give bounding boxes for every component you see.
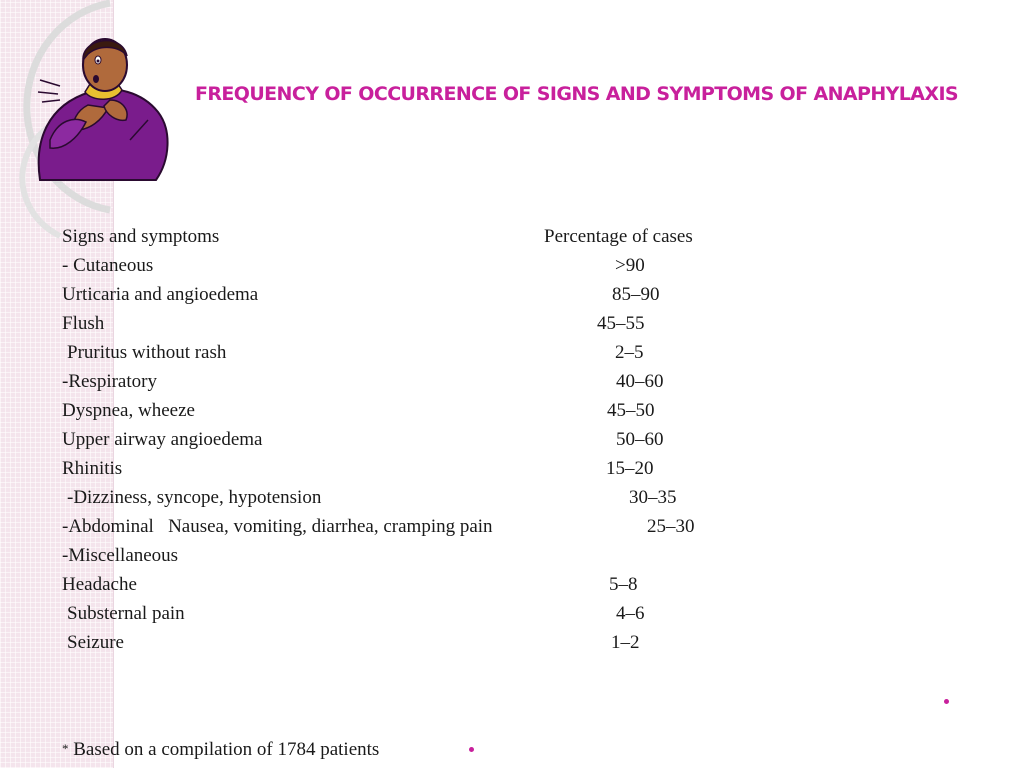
table-header [62,222,762,251]
row-label: Urticaria and angioedema [62,284,259,305]
row-value: 45–55 [597,313,645,334]
row-value: 85–90 [612,284,660,305]
row-label: Pruritus without rash [67,342,227,363]
row-value: 5–8 [609,574,638,595]
header-value: Percentage of cases [544,226,693,247]
row-value: 4–6 [616,603,645,624]
row-label: -Respiratory [62,371,157,392]
table-row [62,309,762,338]
row-label: Dyspnea, wheeze [62,400,195,421]
table-row [62,425,762,454]
row-label-detail: Nausea, vomiting, diarrhea, cramping pain [168,516,493,537]
row-value: 30–35 [629,487,677,508]
row-value: 50–60 [616,429,664,450]
row-label: -Miscellaneous [62,545,179,566]
footnote-text: Based on a compilation of 1784 patients [68,739,380,760]
row-label: Flush [62,313,105,334]
table-row [62,251,762,280]
footnote-asterisk: * [62,741,69,756]
row-label: Substernal pain [67,603,185,624]
table-row [62,280,762,309]
row-label: - Cutaneous [62,255,154,276]
row-value: 25–30 [647,516,695,537]
row-value: >90 [615,255,645,276]
row-value: 15–20 [606,458,654,479]
bullet-dot [469,747,474,752]
table-row [62,628,762,657]
slide-title: FREQUENCY OF OCCURRENCE OF SIGNS AND SYMPTOMS OF ANAPHYLAXIS [195,83,958,105]
table-row [62,570,762,599]
row-label: -Abdominal Nausea, vomiting, diarrhea, cramping pain [62,516,493,537]
table-row [62,338,762,367]
table-row [62,454,762,483]
person-choking-clipart [30,30,175,190]
row-label: Rhinitis [62,458,123,479]
table-row [62,483,762,512]
bullet-dot [944,699,949,704]
table-row [62,367,762,396]
row-value: 1–2 [611,632,640,653]
row-value: 40–60 [616,371,664,392]
table-row [62,512,762,541]
row-label: Seizure [67,632,124,653]
table-row [62,541,762,570]
footnote [62,736,379,763]
row-value: 2–5 [615,342,644,363]
header-label: Signs and symptoms [62,226,220,247]
table-row [62,396,762,425]
row-value: 45–50 [607,400,655,421]
row-label: Upper airway angioedema [62,429,263,450]
row-label: -Dizziness, syncope, hypotension [67,487,322,508]
table-row [62,599,762,628]
row-label: Headache [62,574,137,595]
